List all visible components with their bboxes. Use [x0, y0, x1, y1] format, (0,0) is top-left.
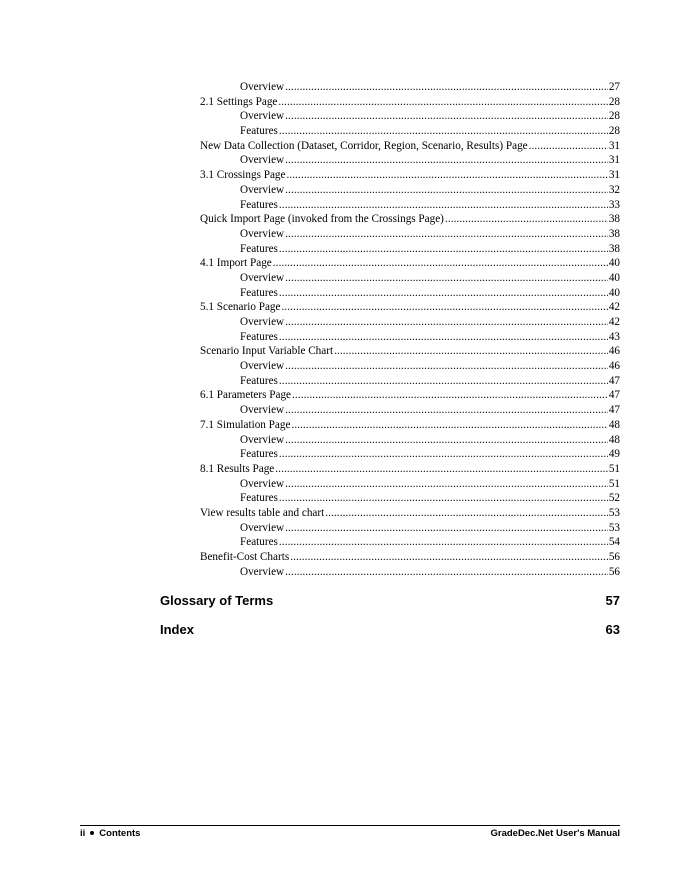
toc-leader-dots: [285, 315, 608, 330]
toc-entry-title: Features: [240, 536, 278, 549]
toc-leader-dots: [285, 359, 608, 374]
toc-entry[interactable]: [200, 168, 620, 183]
toc-leader-dots: [279, 491, 608, 506]
toc-entry-title: Overview: [240, 183, 285, 196]
toc-entry[interactable]: [240, 403, 620, 418]
toc-entry[interactable]: [200, 418, 620, 433]
toc-entry-page: 40: [608, 257, 620, 270]
toc-entry-title: Features: [240, 374, 278, 387]
toc-leader-dots: [279, 447, 608, 462]
toc-entry-page: 46: [608, 345, 620, 358]
toc-entry-title: Features: [240, 448, 278, 461]
toc-entry-page: 51: [608, 477, 620, 490]
toc-entry-title: 8.1 Results Page: [200, 462, 275, 475]
toc-entry[interactable]: [200, 506, 620, 521]
toc-leader-dots: [279, 535, 608, 550]
toc-entry-title: Features: [240, 330, 278, 343]
toc-leader-dots: [273, 256, 608, 271]
toc-entry-title: Overview: [240, 565, 285, 578]
toc-entry-page: 48: [608, 418, 620, 431]
toc-entry-title: Features: [240, 492, 278, 505]
toc-entry[interactable]: [200, 139, 620, 154]
toc-leader-dots: [286, 168, 607, 183]
toc-entry[interactable]: [240, 477, 620, 492]
toc-entry-title: Overview: [240, 154, 285, 167]
toc-entry[interactable]: [240, 80, 620, 95]
toc-entry-page: 28: [608, 125, 620, 138]
toc-leader-dots: [285, 80, 608, 95]
toc-entry[interactable]: [200, 212, 620, 227]
toc-entry[interactable]: [200, 388, 620, 403]
toc-entry-page: 31: [608, 139, 620, 152]
toc-entry-page: 40: [608, 271, 620, 284]
toc-entry-page: 32: [608, 183, 620, 196]
toc-entry-title: Scenario Input Variable Chart: [200, 345, 334, 358]
toc-entry-page: 51: [608, 462, 620, 475]
toc-leader-dots: [285, 227, 608, 242]
footer-left: [80, 828, 140, 839]
toc-entry-page: 43: [608, 330, 620, 343]
toc-entry-title: Overview: [240, 316, 285, 328]
toc-leader-dots: [290, 550, 608, 565]
toc-entry-title: Features: [240, 242, 278, 255]
toc-entry-page: 48: [608, 433, 620, 446]
toc-entry-page: 40: [608, 286, 620, 299]
toc-entry[interactable]: [240, 374, 620, 389]
toc-entry[interactable]: [240, 521, 620, 536]
toc-entry-title: 6.1 Parameters Page: [200, 389, 292, 402]
footer-manual-title: GradeDec.Net User's Manual: [490, 828, 620, 839]
toc-entry-page: 31: [608, 169, 620, 182]
toc-leader-dots: [285, 477, 608, 492]
toc-entry-title: 4.1 Import Page: [200, 257, 272, 270]
toc-entry-page: 31: [608, 154, 620, 167]
toc-leader-dots: [292, 388, 608, 403]
toc-leader-dots: [325, 506, 608, 521]
toc-entry-title: Overview: [240, 404, 285, 417]
toc-entry-title: 5.1 Scenario Page: [200, 301, 281, 314]
toc-entry-title: 7.1 Simulation Page: [200, 418, 291, 431]
toc-leader-dots: [285, 521, 608, 536]
toc-entry-page: 54: [608, 536, 620, 549]
toc-leader-dots: [285, 403, 608, 418]
toc-leader-dots: [279, 124, 608, 139]
toc-chapter-index[interactable]: [160, 622, 620, 637]
toc-leader-dots: [278, 95, 607, 110]
toc-entry[interactable]: [240, 565, 620, 580]
toc-entry-title: Features: [240, 286, 278, 299]
toc-entry-title: Overview: [240, 433, 285, 446]
toc-entry-title: Overview: [240, 227, 285, 240]
toc-leader-dots: [279, 286, 608, 301]
toc-entry[interactable]: [240, 535, 620, 550]
toc-entry-title: Quick Import Page (invoked from the Crossings Page): [200, 213, 444, 226]
toc-leader-dots: [285, 109, 608, 124]
toc-leader-dots: [334, 344, 608, 359]
toc-entry-title: Overview: [240, 360, 285, 373]
toc-leader-dots: [285, 183, 608, 198]
toc-entry[interactable]: [200, 462, 620, 477]
toc-entry-page: 27: [608, 81, 620, 93]
toc-entry-page: 47: [608, 404, 620, 417]
toc-entry[interactable]: [240, 109, 620, 124]
toc-entry[interactable]: [200, 550, 620, 565]
toc-entry[interactable]: [240, 198, 620, 213]
page-footer: [80, 825, 620, 839]
toc-entry-title: Features: [240, 125, 278, 138]
toc-leader-dots: [291, 418, 607, 433]
toc-entry[interactable]: [240, 315, 620, 330]
toc-chapter-glossary[interactable]: [160, 593, 620, 608]
chapter-title: Glossary of Terms: [160, 593, 274, 608]
toc-entry[interactable]: [200, 300, 620, 315]
toc-entry-title: Benefit-Cost Charts: [200, 551, 290, 563]
toc-entry-page: 52: [608, 492, 620, 505]
toc-entry[interactable]: [240, 359, 620, 374]
toc-entry-title: 2.1 Settings Page: [200, 95, 278, 108]
toc-entry[interactable]: [240, 153, 620, 168]
toc-entry-page: 42: [608, 301, 620, 314]
toc-leader-dots: [529, 139, 608, 154]
toc-entry-title: 3.1 Crossings Page: [200, 169, 286, 182]
toc-entry-page: 38: [608, 242, 620, 255]
toc-entry-page: 38: [608, 227, 620, 240]
toc-entry-page: 47: [608, 389, 620, 402]
chapter-title: Index: [160, 622, 194, 637]
table-of-contents: [0, 80, 680, 579]
toc-entry[interactable]: [240, 433, 620, 448]
toc-entry-page: 33: [608, 198, 620, 211]
toc-entry-page: 28: [608, 95, 620, 108]
bullet-icon: [90, 831, 94, 835]
toc-entry-title: Overview: [240, 81, 285, 93]
toc-entry-page: 49: [608, 448, 620, 461]
toc-entry-page: 46: [608, 360, 620, 373]
chapter-page-number: 57: [605, 593, 620, 608]
toc-entry-title: View results table and chart: [200, 506, 325, 519]
toc-entry-page: 56: [608, 565, 620, 578]
chapter-page-number: 63: [605, 622, 620, 637]
toc-entry-title: Overview: [240, 110, 285, 123]
toc-entry-title: New Data Collection (Dataset, Corridor, Region, Scenario, Results) Page: [200, 139, 528, 152]
toc-entry[interactable]: [200, 95, 620, 110]
toc-entry-title: Overview: [240, 521, 285, 534]
toc-entry-title: Overview: [240, 271, 285, 284]
toc-entry-title: Features: [240, 198, 278, 211]
toc-entry[interactable]: [240, 330, 620, 345]
toc-entry-title: Overview: [240, 477, 285, 490]
toc-entry-page: 38: [608, 213, 620, 226]
footer-section: Contents: [99, 828, 141, 839]
toc-entry[interactable]: [200, 344, 620, 359]
toc-entry[interactable]: [240, 124, 620, 139]
toc-entry[interactable]: [240, 447, 620, 462]
toc-entry[interactable]: [240, 286, 620, 301]
toc-entry-page: 28: [608, 110, 620, 123]
toc-entry-page: 47: [608, 374, 620, 387]
toc-leader-dots: [285, 433, 608, 448]
toc-leader-dots: [285, 565, 608, 580]
toc-entry-page: 42: [608, 316, 620, 328]
toc-leader-dots: [445, 212, 608, 227]
toc-leader-dots: [279, 198, 608, 213]
toc-entry[interactable]: [240, 227, 620, 242]
footer-page-number: ii: [80, 828, 86, 839]
toc-leader-dots: [285, 271, 608, 286]
toc-entry-page: 56: [608, 551, 620, 563]
toc-entry-page: 53: [608, 506, 620, 519]
toc-leader-dots: [279, 374, 608, 389]
toc-entry[interactable]: [240, 271, 620, 286]
toc-leader-dots: [279, 330, 608, 345]
toc-leader-dots: [285, 153, 608, 168]
toc-entry[interactable]: [240, 183, 620, 198]
toc-entry[interactable]: [200, 256, 620, 271]
toc-entry-page: 53: [608, 521, 620, 534]
toc-leader-dots: [279, 242, 608, 257]
toc-leader-dots: [281, 300, 607, 315]
toc-entry[interactable]: [240, 242, 620, 257]
toc-leader-dots: [275, 462, 608, 477]
toc-entry[interactable]: [240, 491, 620, 506]
